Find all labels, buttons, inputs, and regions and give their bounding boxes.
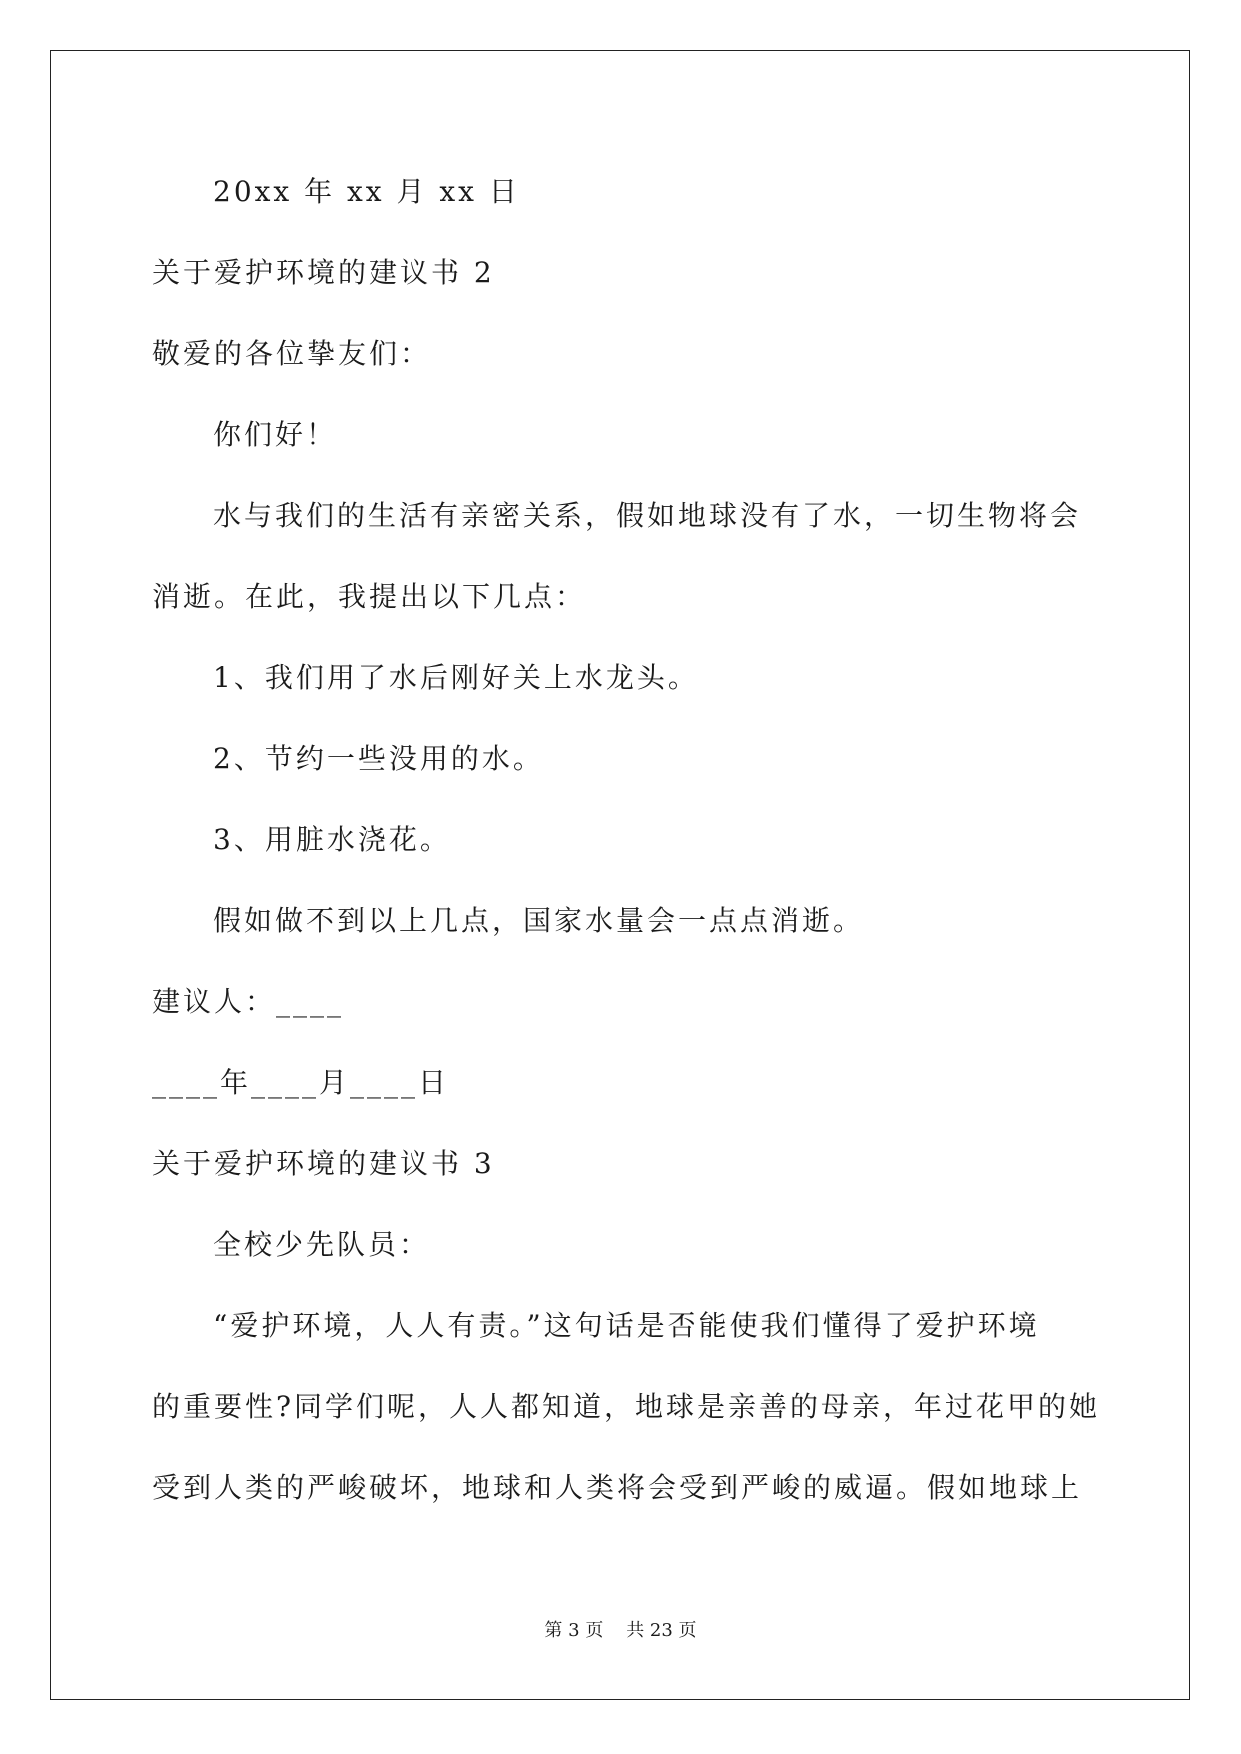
salutation: 敬爱的各位挚友们： [152, 337, 432, 370]
proposer-line: 建议人：____ [152, 985, 345, 1018]
list-item-3: 3、用脏水浇花。 [213, 823, 451, 856]
paragraph-line: 假如做不到以上几点，国家水量会一点点消逝。 [213, 904, 865, 937]
greeting: 你们好！ [213, 418, 338, 451]
salutation: 全校少先队员： [213, 1228, 431, 1261]
list-item-2: 2、节约一些没用的水。 [213, 742, 544, 775]
page-border [50, 50, 1190, 1700]
paragraph-line: “爱护环境，人人有责。”这句话是否能使我们懂得了爱护环境 [213, 1309, 1040, 1342]
paragraph-line: 水与我们的生活有亲密关系，假如地球没有了水，一切生物将会 [213, 499, 1082, 532]
list-item-1: 1、我们用了水后刚好关上水龙头。 [213, 661, 699, 694]
paragraph-line: 受到人类的严峻破坏，地球和人类将会受到严峻的威逼。假如地球上 [152, 1471, 1083, 1504]
paragraph-line: 的重要性?同学们呢，人人都知道，地球是亲善的母亲，年过花甲的她 [152, 1390, 1101, 1423]
blank-date-line: ____年____月____日 [152, 1066, 450, 1099]
page-number-footer: 第 3 页 共 23 页 [544, 1620, 697, 1641]
section-title-3: 关于爱护环境的建议书 3 [152, 1147, 495, 1180]
section-title-2: 关于爱护环境的建议书 2 [152, 256, 495, 289]
paragraph-line: 消逝。在此，我提出以下几点： [152, 580, 587, 613]
date-line: 20xx 年 xx 月 xx 日 [213, 175, 520, 208]
